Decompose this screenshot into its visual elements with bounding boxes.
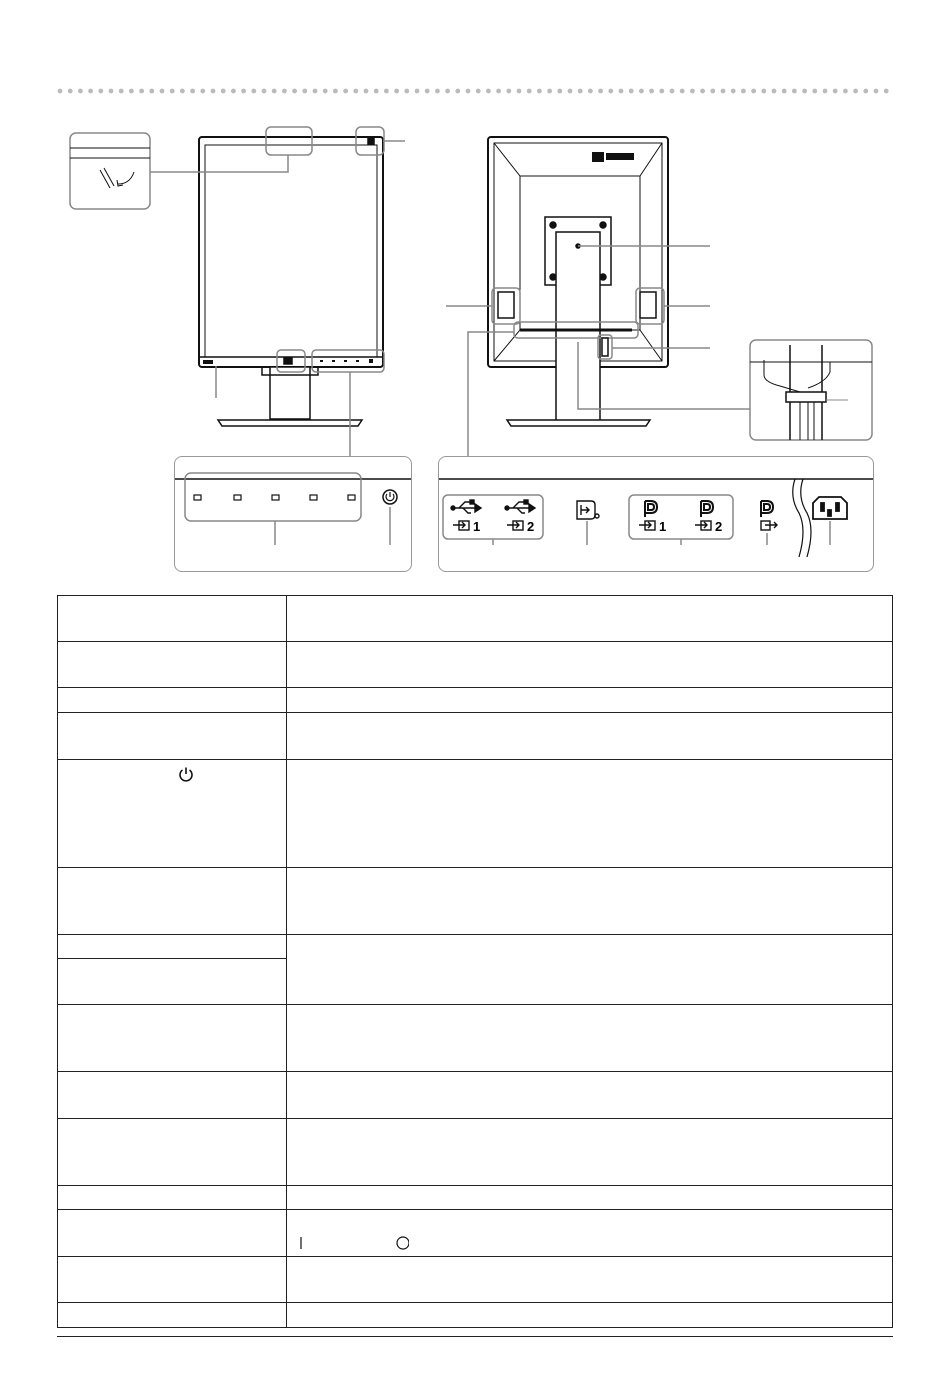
table-row — [58, 1005, 893, 1072]
table-label-cell — [58, 1072, 287, 1119]
table-row — [58, 1303, 893, 1328]
table-label-cell — [58, 596, 287, 642]
control-button-4[interactable] — [310, 495, 317, 500]
rear-connector-panel — [438, 456, 874, 572]
table-row — [58, 596, 893, 642]
table-desc-cell — [287, 1119, 893, 1186]
table-label-cell — [58, 1186, 287, 1210]
indicator-circle-icon — [397, 1237, 409, 1249]
dp-index-1: 1 — [659, 519, 667, 534]
table-desc-cell — [287, 596, 893, 642]
input-arrow-icon — [453, 521, 523, 530]
input-arrow-icon — [639, 521, 711, 530]
table-row — [58, 713, 893, 760]
table-row — [58, 760, 893, 868]
control-button-3[interactable] — [272, 495, 279, 500]
table-desc-cell — [287, 642, 893, 688]
table-label-cell — [58, 1257, 287, 1303]
table-desc-cell — [287, 760, 893, 868]
table-label-cell — [58, 688, 287, 713]
table-row — [58, 1072, 893, 1119]
table-desc-cell — [287, 935, 893, 1005]
indicator-symbols — [299, 1236, 409, 1250]
dp-index-2: 2 — [715, 519, 723, 534]
usb-icon — [451, 500, 481, 513]
table-label-cell — [58, 1119, 287, 1186]
table-label-cell — [58, 760, 287, 868]
table-row — [58, 1257, 893, 1303]
power-icon — [178, 766, 194, 782]
displayport-out-icon — [761, 501, 777, 530]
table-label-cell — [58, 935, 287, 959]
control-button-1[interactable] — [194, 495, 201, 500]
power-button-icon[interactable] — [383, 490, 397, 504]
table-label-cell — [58, 959, 287, 1005]
table-label-cell — [58, 1210, 287, 1257]
table-desc-cell — [287, 1303, 893, 1328]
table-row — [58, 1186, 893, 1210]
control-button-2[interactable] — [234, 495, 241, 500]
table-desc-cell — [287, 713, 893, 760]
rear-view — [446, 137, 750, 456]
displayport-icon — [701, 501, 713, 517]
sensor-zoom — [70, 133, 150, 209]
footer-rule — [57, 1336, 893, 1337]
table-row — [58, 688, 893, 713]
table-desc-cell — [287, 1210, 893, 1257]
table-row — [58, 1210, 893, 1257]
parts-function-table — [57, 595, 893, 1328]
table-label-cell — [58, 868, 287, 935]
table-label-cell — [58, 713, 287, 760]
table-row — [58, 868, 893, 935]
table-row — [58, 935, 893, 959]
usb-icon — [505, 500, 535, 513]
control-buttons-diagram — [175, 457, 411, 571]
usb-upstream-icon — [577, 501, 599, 519]
table-row — [58, 1119, 893, 1186]
table-row — [58, 642, 893, 688]
table-label-cell — [58, 1005, 287, 1072]
front-control-panel — [174, 456, 412, 572]
ac-inlet-icon — [813, 497, 847, 519]
control-button-5[interactable] — [348, 495, 355, 500]
table-desc-cell — [287, 1186, 893, 1210]
table-desc-cell — [287, 1072, 893, 1119]
displayport-icon — [645, 501, 657, 517]
cable-holder-zoom — [750, 340, 872, 440]
usb-index-1: 1 — [473, 519, 481, 534]
front-view — [150, 127, 405, 456]
table-desc-cell — [287, 688, 893, 713]
table-desc-cell — [287, 1257, 893, 1303]
table-label-cell — [58, 642, 287, 688]
table-label-cell — [58, 1303, 287, 1328]
table-desc-cell — [287, 868, 893, 935]
table-desc-cell — [287, 1005, 893, 1072]
usb-index-2: 2 — [527, 519, 535, 534]
connector-diagram — [439, 457, 873, 571]
